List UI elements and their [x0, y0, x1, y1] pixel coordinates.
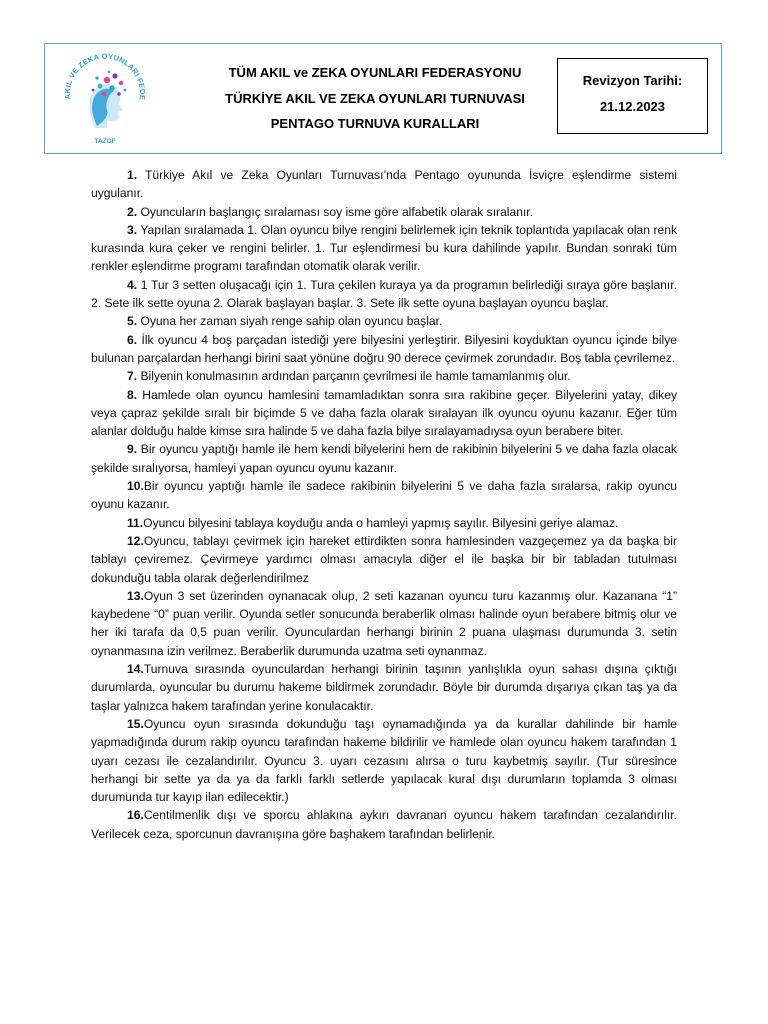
rule-item [91, 532, 677, 587]
rule-text: Oyuncu bilyesini tablaya koyduğu anda o hamleyi yapmış sayılır. Bilyesini geriye alamaz. [143, 515, 619, 530]
logo-emblem-icon [57, 50, 153, 146]
rule-number: 6. [127, 332, 138, 347]
rule-number: 9. [127, 442, 138, 457]
rule-item [91, 806, 677, 843]
rule-text: Centilmenlik dışı ve sporcu ahlakına aykırı davranan oyuncu hakem tarafından cezalandırılır. Verilecek ceza, sporcunun davranışına göre başhakem tarafından belirlenir. [91, 808, 677, 841]
rule-text: Türkiye Akıl ve Zeka Oyunları Turnuvası’nda Pentago oyununda İsviçre eşlendirme sistemi uygulanır. [91, 168, 677, 201]
rule-text: Bir oyuncu yaptığı hamle ile sadece rakibinin bilyelerini 5 ve daha fazla sıralarsa, rakip oyuncu oyunu kazanır. [91, 479, 677, 512]
rule-item [91, 660, 677, 715]
rule-item [91, 514, 677, 532]
revision-date: 21.12.2023 [599, 99, 666, 114]
tournament-title: TÜRKİYE AKIL VE ZEKA OYUNLARI TURNUVASI [225, 91, 525, 106]
rule-number: 5. [127, 314, 138, 329]
rules-list [91, 166, 677, 843]
rule-item [91, 312, 677, 330]
rule-text: Oyuncu, tablayı çevirmek için hareket ettirdikten sonra hamlesinden vazgeçemez ya da başka bir tablayı çeviremez. Çevirmeye yardımcı olması amacıyla diğer el ile başka bir bir tabladan tutulması dokunduğu tabla olarak değerlendirilmez [91, 533, 677, 585]
rule-text: Oyuncuların başlangıç sıralaması soy isme göre alfabetik olarak sıralanır. [140, 204, 534, 219]
rule-number: 1. [127, 168, 138, 182]
revision-label: Revizyon Tarihi: [582, 73, 683, 88]
rule-text: 1 Tur 3 setten oluşacağı için 1. Tura çekilen kuraya ya da programın belirlediği sıraya göre başlanır. 2. Sete ilk sette oyuna 2. Olarak başlayan başlar. 3. Sete ilk sette oyuna başlayan oyuncu başlar. [91, 277, 677, 311]
rule-text: Bilyenin konulmasının ardından parçanın çevrilmesi ile hamle tamamlanmış olur. [140, 369, 571, 384]
rule-item [91, 587, 677, 660]
rule-number: 13. [127, 588, 144, 603]
rule-text: Oyuna her zaman siyah renge sahip olan oyuncu başlar. [140, 314, 443, 329]
rule-item [91, 331, 677, 368]
revision-box [557, 58, 708, 134]
document-header [44, 43, 722, 154]
rule-number: 4. [127, 277, 138, 292]
rule-number: 10. [127, 479, 144, 494]
rule-text: Yapılan sıralamada 1. Olan oyuncu bilye rengini belirlemek için teknik toplantıda yapılacak olan renk kurasında kura çeker ve rengini belirler. 1. Tur eşlendirmesi bu kura dahilinde yapılır. Bundan sonraki tüm renkler eşlendirme programı tarafından otomatik olarak verilir. [91, 222, 677, 274]
rule-item [91, 715, 677, 806]
rule-text: Hamlede olan oyuncu hamlesini tamamladıktan sonra sıra rakibine geçer. Bilyelerini yatay, dikey veya çapraz şekilde sıralı bir biçimde 5 ve daha fazla olarak sıralayan ilk oyuncu oyunu kazanır. Eğer tüm alanlar dolduğu halde kimse sıra halinde 5 ve daha fazla bilye sıralayamadıysa oyun berabere biter. [91, 387, 677, 439]
rule-text: Bir oyuncu yaptığı hamle ile hem kendi bilyelerini hem de rakibinin bilyelerini 5 ve daha fazla olacak şekilde sıralıyorsa, hamleyi yapan oyuncu oyunu kazanır. [91, 442, 677, 475]
rule-item [91, 166, 677, 203]
rule-item [91, 440, 677, 477]
rule-number: 3. [127, 222, 138, 237]
rule-text: Oyuncu oyun sırasında dokunduğu taşı oynamadığında ya da kurallar dahilinde bir hamle yapmadığında durum rakip oyuncu tarafından hakeme bildirilir ve hamlede olan oyuncu hakem tarafından 1 uyarı cezası ile cezalandırılır. Oyuncu 3. uyarı cezasını alırsa o turu kaybetmiş sayılır. (Tur süresince herhangi bir sette ya da ya da farklı farklı setlerde yapılacak kural dışı durumların toplamda 3 olması durumunda tur kayıp ilan edilecektir.) [91, 716, 677, 805]
rule-text: Oyun 3 set üzerinden oynanacak olup, 2 seti kazanan oyuncu turu kazanmış olur. Kazanana “1” kaybedene “0” puan verilir. Oyunda setler sonucunda beraberlik olması halinde oyun berabere bitmiş olur ve her iki tarafa da 0,5 puan verilir. Oyunculardan herhangi birinin 2 puana ulaşması durumunda 3. setin oynanmasına izin verilmez. Beraberlik durumunda uzatma seti oynanmaz. [91, 588, 677, 658]
rule-number: 14. [127, 662, 144, 677]
federation-logo [57, 50, 153, 146]
rule-text: Turnuva sırasında oyunculardan herhangi birinin taşının yanlışlıkla oyun sahası dışına çıktığı durumlarda, oyuncular bu durumu hakeme bildirmek zorundadır. Böyle bir durumda dışarıya çıkan taş ya da taşlar yalnızca hakem tarafından yerine konulacaktır. [91, 662, 677, 713]
rule-number: 15. [127, 716, 144, 731]
logo-abbr-text: TAZOF [94, 138, 116, 145]
rule-number: 16. [127, 808, 144, 823]
federation-title: TÜM AKIL ve ZEKA OYUNLARI FEDERASYONU [228, 65, 522, 80]
rule-number: 11. [127, 515, 144, 530]
rule-item [91, 221, 677, 276]
rule-item [91, 203, 677, 221]
rule-number: 8. [127, 387, 138, 402]
rule-number: 12. [127, 533, 144, 548]
rule-number: 2. [127, 204, 138, 219]
rule-item [91, 477, 677, 514]
rule-item [91, 367, 677, 385]
rule-number: 7. [127, 369, 138, 384]
rule-text: İlk oyuncu 4 boş parçadan istediği yere bilyesini yerleştirir. Bilyesini koyduktan oyuncu içinde bilye bulunan parçalardan herhangi birini saat yönüne doğru 90 derece çevirmek zorundadır. Boş tabla çevrilemez. [91, 332, 677, 365]
rule-item [91, 386, 677, 441]
rules-title: PENTAGO TURNUVA KURALLARI [270, 116, 480, 131]
rule-item [91, 276, 677, 313]
logo-arc-text: AKIL VE ZEKA OYUNLARI FEDE [62, 51, 148, 101]
